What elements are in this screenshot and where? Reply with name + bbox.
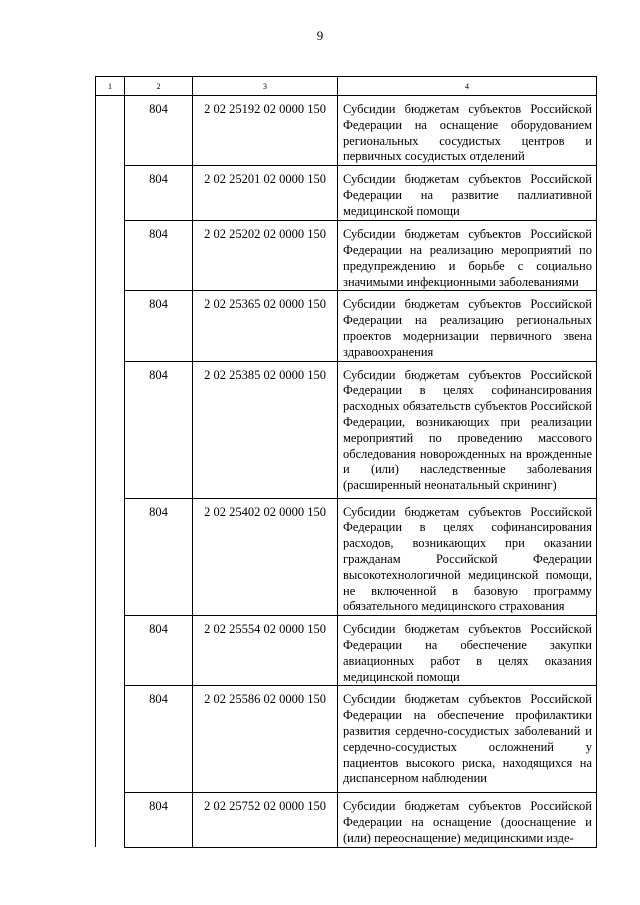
revenue-name-cell: Субсидии бюджетам субъектов Российской Федерации в целях софинансирования расходных обязательств субъектов Российской Федерации, возникающих при реализации мероприятий по проведению массового обследования новорожденных на врожденные и (или) наследственные заболевания (расширенный неонатальный скрининг) <box>338 361 597 498</box>
admin-code-cell: 804 <box>125 616 193 686</box>
table-body <box>96 77 597 848</box>
column-1-merged-cell <box>96 96 125 848</box>
page-number: 9 <box>316 28 324 43</box>
table-row <box>96 498 597 616</box>
revenue-name-cell: Субсидии бюджетам субъектов Российской Федерации на оснащение оборудованием региональных сосудистых центров и первичных сосудистых отделений <box>338 96 597 166</box>
table-row <box>96 291 597 361</box>
admin-code-cell: 804 <box>125 166 193 221</box>
revenue-code-cell: 2 02 25385 02 0000 150 <box>193 361 338 498</box>
admin-code-cell: 804 <box>125 96 193 166</box>
table-row <box>96 793 597 847</box>
table-row <box>96 686 597 793</box>
revenue-name-cell: Субсидии бюджетам субъектов Российской Федерации на развитие паллиативной медицинской помощи <box>338 166 597 221</box>
revenue-name-cell: Субсидии бюджетам субъектов Российской Федерации на реализацию региональных проектов модернизации первичного звена здравоохранения <box>338 291 597 361</box>
revenue-code-cell: 2 02 25554 02 0000 150 <box>193 616 338 686</box>
admin-code-cell: 804 <box>125 793 193 847</box>
revenue-code-cell: 2 02 25586 02 0000 150 <box>193 686 338 793</box>
budget-codes-table <box>95 76 597 848</box>
table-row <box>96 96 597 166</box>
revenue-code-cell: 2 02 25192 02 0000 150 <box>193 96 338 166</box>
revenue-code-cell: 2 02 25402 02 0000 150 <box>193 498 338 616</box>
revenue-name-cell: Субсидии бюджетам субъектов Российской Федерации на обеспечение закупки авиационных работ в целях оказания медицинской помощи <box>338 616 597 686</box>
admin-code-cell: 804 <box>125 498 193 616</box>
revenue-code-cell: 2 02 25752 02 0000 150 <box>193 793 338 847</box>
revenue-name-cell: Субсидии бюджетам субъектов Российской Федерации на обеспечение профилактики развития сердечно-сосудистых заболеваний и сердечно-сосудистых осложнений у пациентов высокого риска, находящихся на диспансерном наблюдении <box>338 686 597 793</box>
revenue-code-cell: 2 02 25202 02 0000 150 <box>193 221 338 291</box>
admin-code-cell: 804 <box>125 686 193 793</box>
revenue-code-cell: 2 02 25365 02 0000 150 <box>193 291 338 361</box>
revenue-code-cell: 2 02 25201 02 0000 150 <box>193 166 338 221</box>
table-row <box>96 221 597 291</box>
table-row <box>96 616 597 686</box>
revenue-name-cell: Субсидии бюджетам субъектов Российской Федерации в целях софинансирования расходов, возникающих при оказании гражданам Российской Федерации высокотехнологичной медицинской помощи, не включенной в базовую программу обязательного медицинского страхования <box>338 498 597 616</box>
column-header-1: 1 <box>96 77 125 96</box>
admin-code-cell: 804 <box>125 291 193 361</box>
admin-code-cell: 804 <box>125 361 193 498</box>
admin-code-cell: 804 <box>125 221 193 291</box>
table-header-row <box>96 77 597 96</box>
table-row <box>96 361 597 498</box>
revenue-name-cell: Субсидии бюджетам субъектов Российской Федерации на оснащение (дооснащение и (или) переоснащение) медицинскими изде- <box>338 793 597 847</box>
column-header-3: 3 <box>193 77 338 96</box>
column-header-4: 4 <box>338 77 597 96</box>
table-row <box>96 166 597 221</box>
revenue-name-cell: Субсидии бюджетам субъектов Российской Федерации на реализацию мероприятий по предупреждению и борьбе с социально значимыми инфекционными заболеваниями <box>338 221 597 291</box>
column-header-2: 2 <box>125 77 193 96</box>
